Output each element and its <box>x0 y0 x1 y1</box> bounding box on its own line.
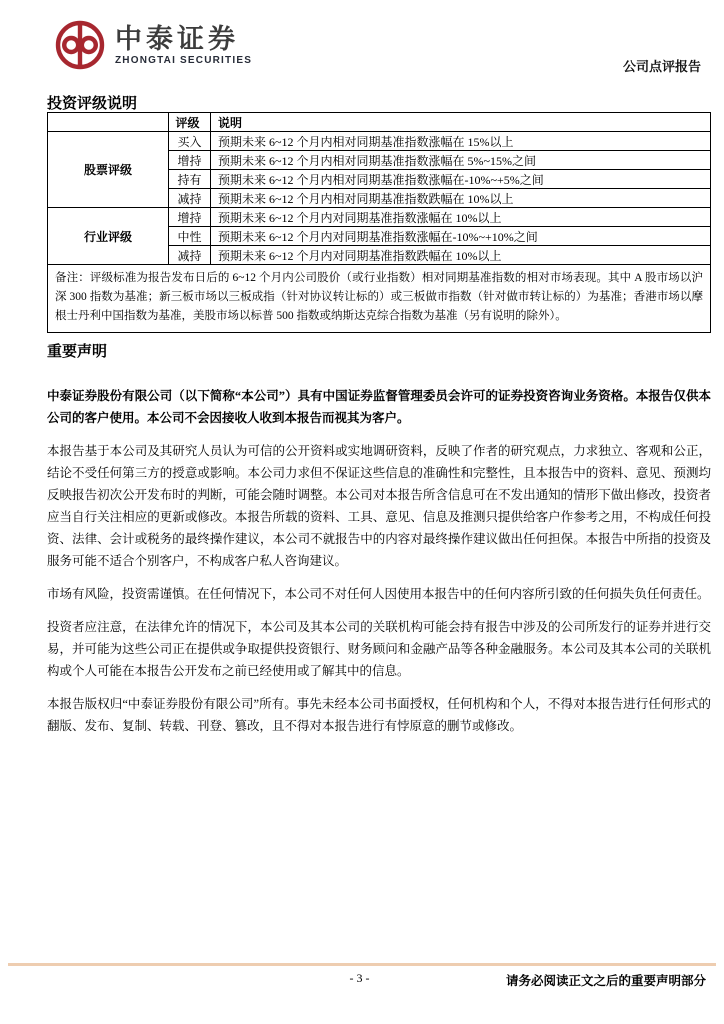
statement-paragraph: 中泰证券股份有限公司（以下简称“本公司”）具有中国证券监督管理委员会许可的证券投资咨询业务资格。本报告仅供本公司的客户使用。本公司不会因接收人收到本报告而视其为客户。 <box>47 389 711 425</box>
rating-cell: 增持 <box>169 208 211 227</box>
rating-cell: 增持 <box>169 151 211 170</box>
rating-cell: 减持 <box>169 246 211 265</box>
statement-paragraph: 本报告基于本公司及其研究人员认为可信的公开资料或实地调研资料，反映了作者的研究观点，力求独立、客观和公正，结论不受任何第三方的授意或影响。本公司力求但不保证这些信息的准确性和完整性，且本报告中的资料、意见、预测均反映报告初次公开发布时的判断，可能会随时调整。本公司对本报告所含信息可在不发出通知的情形下做出修改，投资者应当自行关注相应的更新或修改。本报告所载的资料、工具、意见、信息及推测只提供给客户作参考之用，不构成任何投资、法律、会计或税务的最终操作建议，本公司不就报告中的内容对最终操作建议做出任何担保。本报告中所指的投资及服务可能不适合个别客户，不构成客户私人咨询建议。 <box>47 444 711 568</box>
table-header-row <box>48 113 711 132</box>
table-row <box>48 132 711 151</box>
header-category <box>48 113 169 132</box>
page-footer <box>8 971 711 991</box>
table-row <box>48 208 711 227</box>
description-cell: 预期未来 6~12 个月内相对同期基准指数涨幅在-10%~+5%之间 <box>211 170 711 189</box>
rating-cell: 持有 <box>169 170 211 189</box>
rating-cell: 买入 <box>169 132 211 151</box>
footer-divider <box>8 963 716 966</box>
category-industry: 行业评级 <box>48 208 169 265</box>
description-cell: 预期未来 6~12 个月内对同期基准指数涨幅在-10%~+10%之间 <box>211 227 711 246</box>
statement-paragraph: 本报告版权归“中泰证券股份有限公司”所有。事先未经本公司书面授权，任何机构和个人，不得对本报告进行任何形式的翻版、发布、复制、转载、刊登、篡改，且不得对本报告进行有悖原意的删节或修改。 <box>47 697 711 733</box>
description-cell: 预期未来 6~12 个月内对同期基准指数涨幅在 10%以上 <box>211 208 711 227</box>
rating-table <box>47 112 711 333</box>
page-number: - 3 - <box>349 971 370 985</box>
brand-text <box>115 24 252 67</box>
table-note-row <box>48 265 711 333</box>
statement-paragraph: 投资者应注意，在法律允许的情况下，本公司及其本公司的关联机构可能会持有报告中涉及的公司所发行的证券并进行交易，并可能为这些公司正在提供或争取提供投资银行、财务顾问和金融产品等各种金融服务。本公司及其本公司的关联机构或个人可能在本报告公开发布之前已经使用或了解其中的信息。 <box>47 620 711 678</box>
report-type-label: 公司点评报告 <box>622 59 701 74</box>
zhongtai-logo-icon <box>55 20 105 70</box>
statement-title: 重要声明 <box>47 344 108 360</box>
header-description: 说明 <box>211 113 711 132</box>
page-header <box>55 20 711 78</box>
rating-note: 备注：评级标准为报告发布日后的 6~12 个月内公司股价（或行业指数）相对同期基准指数的相对市场表现。其中 A 股市场以沪深 300 指数为基准；新三板市场以三板成指（针对协议转让标的）或三板做市指数（针对做市转让标的）为基准；香港市场以摩根士丹利中国指数为基准，美股市场以标普 500 指数或纳斯达克综合指数为基准（另有说明的除外）。 <box>48 265 711 333</box>
important-statement-section <box>47 340 711 748</box>
category-stock: 股票评级 <box>48 132 169 208</box>
description-cell: 预期未来 6~12 个月内相对同期基准指数跌幅在 10%以上 <box>211 189 711 208</box>
brand-name-cn: 中泰证券 <box>115 23 239 54</box>
rating-cell: 中性 <box>169 227 211 246</box>
description-cell: 预期未来 6~12 个月内相对同期基准指数涨幅在 15%以上 <box>211 132 711 151</box>
statement-paragraph: 市场有风险，投资需谨慎。在任何情况下，本公司不对任何人因使用本报告中的任何内容所引致的任何损失负任何责任。 <box>47 587 710 601</box>
brand-name-en: ZHONGTAI SECURITIES <box>115 54 253 66</box>
rating-section-title: 投资评级说明 <box>47 96 138 112</box>
description-cell: 预期未来 6~12 个月内对同期基准指数跌幅在 10%以上 <box>211 246 711 265</box>
brand-block <box>55 20 711 70</box>
description-cell: 预期未来 6~12 个月内相对同期基准指数涨幅在 5%~15%之间 <box>211 151 711 170</box>
footer-notice: 请务必阅读正文之后的重要声明部分 <box>505 974 706 988</box>
rating-cell: 减持 <box>169 189 211 208</box>
header-rating: 评级 <box>169 113 211 132</box>
